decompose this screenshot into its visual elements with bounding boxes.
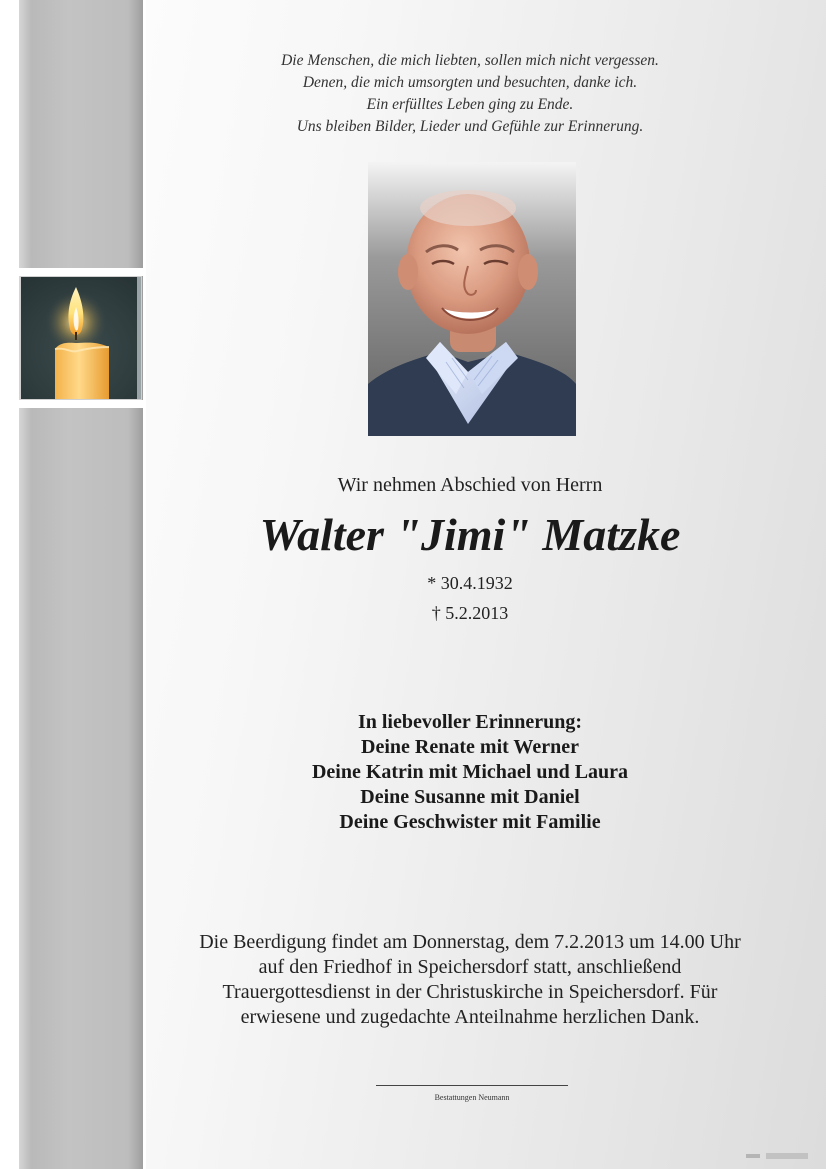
candle-icon	[20, 276, 142, 400]
candle-graphic	[21, 277, 142, 400]
band-gap-bottom	[19, 400, 143, 408]
deceased-name: Walter "Jimi" Matzke	[259, 509, 681, 560]
band-gap-top	[19, 268, 143, 276]
funeral-line: erwiesene und zugedachte Anteilnahme herzlichen Dank.	[240, 1006, 700, 1028]
funeral-notice	[160, 930, 780, 1030]
portrait-photo	[368, 162, 576, 436]
funeral-line: auf den Friedhof in Speichersdorf statt, anschließend	[258, 956, 682, 978]
poem-line: Die Menschen, die mich liebten, sollen mich nicht vergessen.	[281, 52, 659, 69]
family-line: Deine Katrin mit Michael und Laura	[311, 761, 629, 783]
funeral-line: Die Beerdigung findet am Donnerstag, dem 7.2.2013 um 14.00 Uhr	[199, 931, 741, 953]
family-line: Deine Renate mit Werner	[361, 736, 579, 758]
funeral-line: Trauergottesdienst in der Christuskirche in Speichersdorf. Für	[222, 981, 718, 1003]
birth-date: * 30.4.1932	[427, 573, 513, 593]
signature-line	[376, 1085, 568, 1086]
life-dates	[200, 568, 740, 628]
poem	[200, 50, 740, 138]
family-line: In liebevoller Erinnerung:	[357, 711, 583, 733]
family-mourners	[180, 710, 760, 835]
candle-frame-edge	[137, 277, 141, 399]
death-date: † 5.2.2013	[431, 603, 509, 623]
poem-line: Uns bleiben Bilder, Lieder und Gefühle zur Erinnerung.	[296, 118, 644, 135]
undertaker-name: Bestattungen Neumann	[434, 1093, 510, 1102]
family-line: Deine Geschwister mit Familie	[339, 811, 601, 833]
poem-line: Denen, die mich umsorgten und besuchten, danke ich.	[302, 74, 638, 91]
farewell-intro: Wir nehmen Abschied von Herrn	[337, 474, 603, 496]
family-line: Deine Susanne mit Daniel	[360, 786, 580, 808]
poem-line: Ein erfülltes Leben ging zu Ende.	[366, 96, 574, 113]
publisher-logo	[746, 1152, 808, 1160]
decorative-band	[19, 0, 143, 1169]
